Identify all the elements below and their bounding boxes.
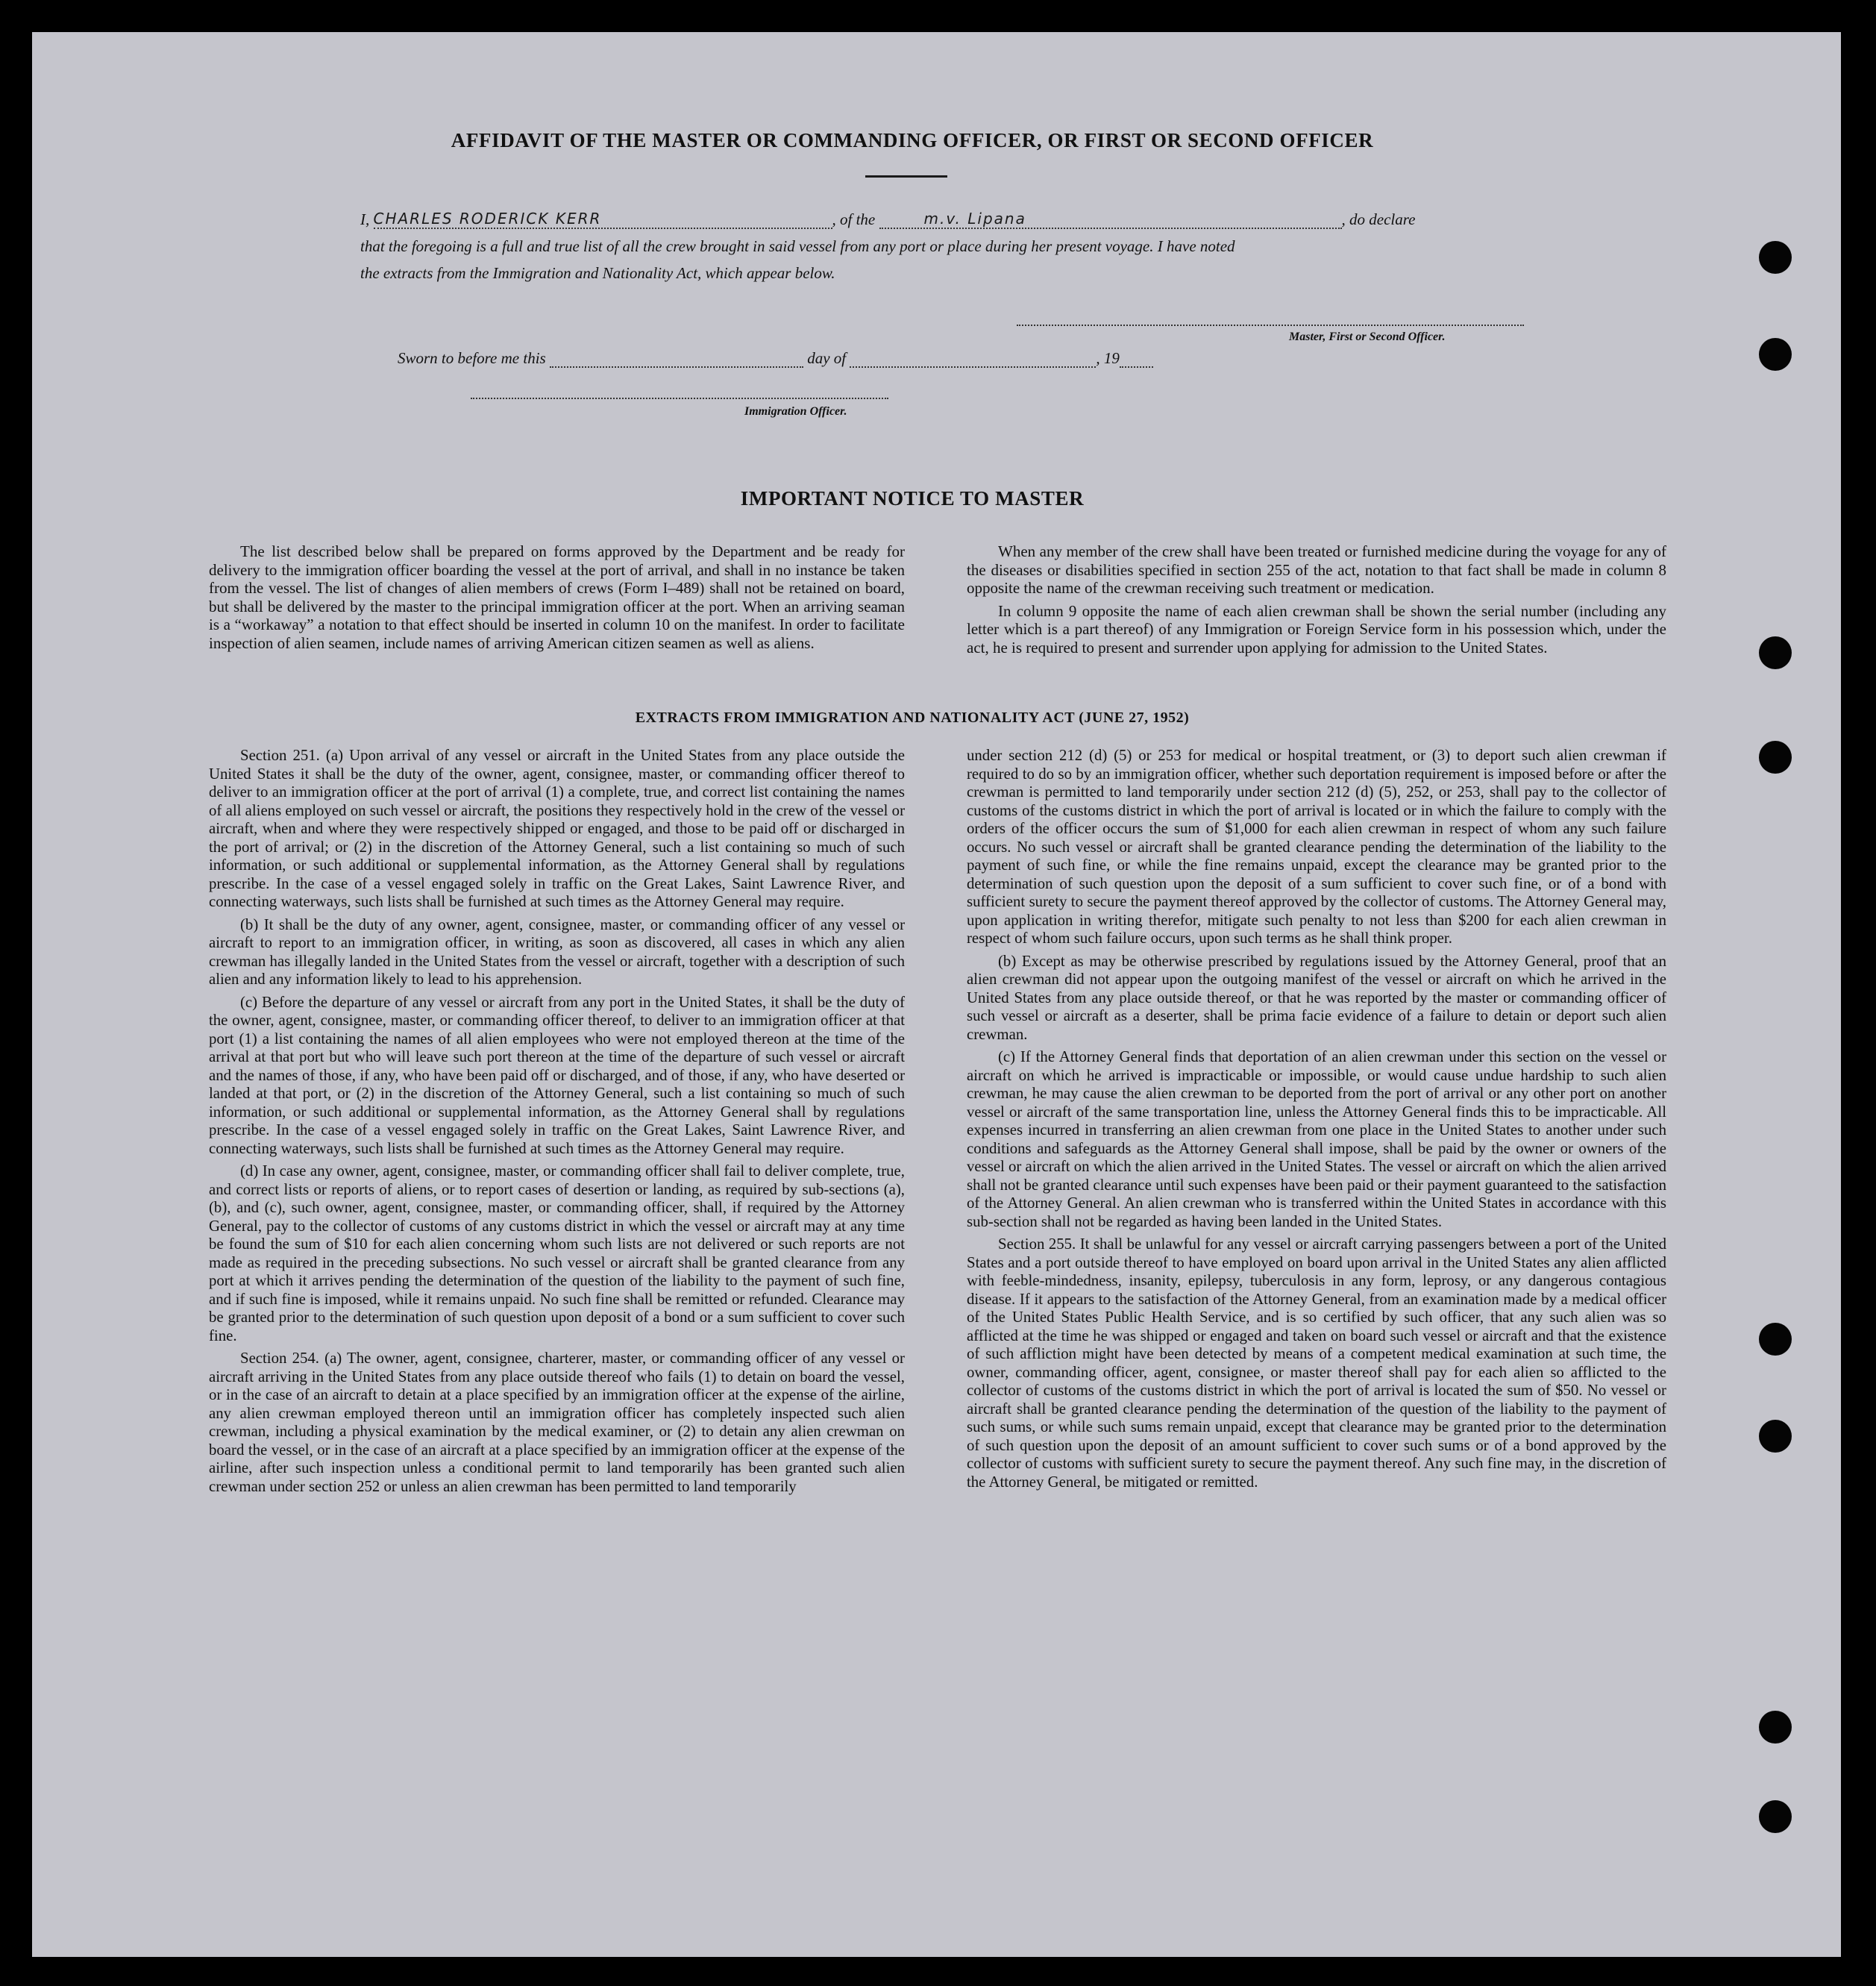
section-251c: (c) Before the departure of any vessel or aircraft from any port in the United States, it shall be the duty of the owner, agent, consignee, master, or commanding officer thereof, to deliver to an immigration officer at that port (1) a list containing the names of all alien employees who were not employed thereon at the time of the arrival at that port but who will leave such port thereon at the time of the departure of such vessel or aircraft and the names of those, if any, who have been paid off or discharged, and of those, if any, who have deserted or landed at that port, or (2) in the discretion of the Attorney General, such a list containing so much of such information, or such additional or supplemental information, as the Attorney General shall by regulations prescribe. In the case of a vessel engaged solely in traffic on the Great Lakes, Saint Lawrence River, and connecting waterways, such lists shall be furnished at such times as the Attorney General may require. <box>209 993 905 1157</box>
punch-hole <box>1759 1800 1792 1833</box>
section-254c: (c) If the Attorney General finds that deportation of an alien crewman under this section on the vessel or aircraft on which he arrived is impracticable or impossible, or would cause undue hardship to such alien crewman, he may cause the alien crewman to be deported from the port of arrival or any other port on another vessel or aircraft of the same transportation line, unless the Attorney General finds this to be impracticable. All expenses incurred in transferring an alien crewman from one place in the United States to another under such conditions and safeguards as the Attorney General shall impose, shall be paid by the owner or owners of the vessel or aircraft on which the alien arrived in the United States. The vessel or aircraft on which the alien arrived shall not be granted clearance until such expenses have been paid or their payment guaranteed to the satisfaction of the Attorney General. An alien crewman who is transferred within the United States in accordance with this sub-section shall not be regarded as having been landed in the United States. <box>967 1048 1667 1230</box>
declaration-line-2: that the foregoing is a full and true list of all the crew brought in said vessel from any port or place during her present voyage. I have noted <box>360 237 1235 255</box>
notice-left-column <box>209 542 905 657</box>
section-251d: (d) In case any owner, agent, consignee, master, or commanding officer shall fail to deliver complete, true, and correct lists or reports of aliens, or to report cases of desertion or landing, as required by sub-sections (a), (b), and (c), such owner, agent, consignee, master, or commanding officer, shall, if required by the Attorney General, pay to the collector of customs of any customs district in which the vessel or aircraft may at any time be found the sum of $10 for each alien concerning whom such lists are not delivered or such reports are not made as required in the preceding subsections. No such vessel or aircraft shall be granted clearance from any port at which it arrives pending the determination of the question of the liability to the payment of such fine, and if such fine is imposed, while it remains unpaid. No such fine shall be remitted or refunded. Clearance may be granted prior to the determination of such question upon deposit of a bond or a sum sufficient to cover such fine. <box>209 1162 905 1344</box>
master-signature-line <box>1017 325 1524 326</box>
year-prefix: , 19 <box>1096 349 1120 367</box>
punch-hole <box>1759 338 1792 371</box>
sworn-day-field <box>550 348 803 368</box>
vessel-name: m.v. Lipana <box>923 210 1026 228</box>
punch-hole <box>1759 1420 1792 1453</box>
sworn-text: Sworn to before me this <box>398 349 546 367</box>
do-declare-text: , do declare <box>1341 210 1416 228</box>
punch-hole <box>1759 741 1792 774</box>
notice-title: IMPORTANT NOTICE TO MASTER <box>740 487 1085 510</box>
document-page <box>32 32 1841 1957</box>
declaration-line-3: the extracts from the Immigration and Nationality Act, which appear below. <box>360 264 835 282</box>
day-of-text: day of <box>807 349 847 367</box>
extracts-title: EXTRACTS FROM IMMIGRATION AND NATIONALITY ACT (JUNE 27, 1952) <box>635 709 1190 726</box>
notice-right-paragraph-2: In column 9 opposite the name of each alien crewman shall be shown the serial number (including any letter which is a part thereof) of any Immigration or Foreign Service form in his possession which, under the act, he is required to present and surrender upon applying for admission to the United States. <box>967 601 1666 657</box>
sworn-month-field <box>850 348 1096 368</box>
punch-hole <box>1759 1323 1792 1356</box>
punch-hole <box>1759 241 1792 274</box>
declaration-line <box>360 210 1554 229</box>
section-254b: (b) Except as may be otherwise prescribed by regulations issued by the Attorney General, proof that an alien crewman did not appear upon the outgoing manifest of the vessel or aircraft on which he arrived in the United States from any place outside thereof, or that he was reported by the master or commanding officer of such vessel or aircraft as a deserter, shall be prima facie evidence of a failure to detain or deport such alien crewman. <box>967 952 1666 1043</box>
section-251b: (b) It shall be the duty of any owner, agent, consignee, master, or commanding officer of any vessel or aircraft to report to an immigration officer, in writing, as soon as discovered, all cases in which any alien crewman has illegally landed in the United States from the vessel or aircraft, together with a description of such alien and any information likely to lead to his apprehension. <box>209 915 905 988</box>
of-the-text: , of the <box>832 210 876 228</box>
section-251a: Section 251. (a) Upon arrival of any vessel or aircraft in the United States from any place outside the United States it shall be the duty of the owner, agent, consignee, master, or commanding officer thereof to deliver to an immigration officer at the port of arrival (1) a complete, true, and correct list containing the names of all aliens employed on such vessel or aircraft, the positions they respectively hold in the crew of the vessel or aircraft, when and where they were respectively shipped or engaged, and those to be paid off or discharged in the port of arrival; or (2) in the discretion of the Attorney General, such a list containing so much of such information, or such additional or supplemental information, as the Attorney General shall by regulations prescribe. In the case of a vessel engaged solely in traffic on the Great Lakes, Saint Lawrence River, and connecting waterways, such lists shall be furnished at such times as the Attorney General may require. <box>209 747 905 910</box>
section-254a: Section 254. (a) The owner, agent, consignee, charterer, master, or commanding officer of any vessel or aircraft arriving in the United States from any place outside thereof who fails (1) to detain on board the vessel, or in the case of an aircraft to detain at a place specified by an immigration officer at the expense of the airline, any alien crewman employed thereon until an immigration officer has completely inspected such alien crewman, including a physical examination by the medical examiner, or (2) to detain any alien crewman on board the vessel, or in the case of an aircraft at a place specified by an immigration officer at the expense of the airline, after such inspection unless a conditional permit to land temporarily has been granted such alien crewman under section 252 or unless an alien crewman has been permitted to land temporarily <box>209 1350 905 1495</box>
declarant-name: CHARLES RODERICK KERR <box>373 210 602 228</box>
title-rule <box>865 175 947 178</box>
affidavit-title: AFFIDAVIT OF THE MASTER OR COMMANDING OFFICER, OR FIRST OR SECOND OFFICER <box>451 129 1374 151</box>
officer-signature-line <box>471 398 888 399</box>
i-prefix: I, <box>360 210 370 228</box>
officer-caption: Immigration Officer. <box>744 405 847 418</box>
declarant-name-field <box>374 210 832 229</box>
notice-right-paragraph-1: When any member of the crew shall have been treated or furnished medicine during the voyage for any of the diseases or disabilities specified in section 255 of the act, notation to that fact shall be made in column 8 opposite the name of the crewman receiving such treatment or medication. <box>967 542 1666 597</box>
notice-right-column <box>967 542 1666 661</box>
section-255: Section 255. It shall be unlawful for any vessel or aircraft carrying passengers between a port of the United States and a port outside thereof to have employed on board upon arrival in the United States any alien afflicted with feeble-mindedness, insanity, epilepsy, tuberculosis in any form, leprosy, or any dangerous contagious disease. If it appears to the satisfaction of the Attorney General, from an examination made by a medical officer of the United States Public Health Service, and is so certified by such officer, that any such alien was so afflicted at the time he was shipped or engaged and taken on board such vessel or aircraft and that the existence of such affliction might have been detected by means of a competent medical examination at such time, the owner, commanding officer, agent, consignee, or master thereof shall pay for each alien so afflicted to the collector of customs of the customs district in which the port of arrival is located the sum of $50. No vessel or aircraft shall be granted clearance pending the determination of the question of the liability to the payment of such sums, or while such sums remain unpaid, except that clearance may be granted prior to the determination of such question upon the deposit of an amount sufficient to cover such sums or of a bond approved by the collector of customs with sufficient surety to secure the payment thereof. Any such fine may, in the discretion of the Attorney General, be mitigated or remitted. <box>967 1235 1666 1491</box>
sworn-line <box>398 348 1153 368</box>
punch-hole <box>1759 636 1792 669</box>
punch-hole <box>1759 1711 1792 1744</box>
master-caption: Master, First or Second Officer. <box>1289 331 1446 343</box>
extracts-left-column <box>209 747 905 1500</box>
vessel-name-field <box>879 210 1342 229</box>
section-254a-continued: under section 212 (d) (5) or 253 for medical or hospital treatment, or (3) to deport such alien crewman if required to do so by an immigration officer, whether such deportation requirement is imposed before or after the crewman is permitted to land temporarily under section 212 (d) (5), 252, or 253, shall pay to the collector of customs of the customs district in which the port of arrival is located or in which the failure to comply with the orders of the officer occurs the sum of $1,000 for each alien crewman in respect of whom any such failure occurs. No such vessel or aircraft shall be granted clearance pending the determination of the liability to the payment of such fine, or while the fine remains unpaid, except the clearance may be granted prior to the determination of such question upon the deposit of a sum sufficient to cover such fine, or of a bond with sufficient surety to secure the payment thereof approved by the collector of customs. The Attorney General may, upon application in writing therefor, mitigate such penalty to not less than $200 for each alien crewman in respect of whom such failure occurs, upon such terms as he shall think proper. <box>967 747 1666 947</box>
extracts-right-column <box>967 747 1666 1496</box>
notice-left-paragraph: The list described below shall be prepared on forms approved by the Department and be ready for delivery to the immigration officer boarding the vessel at the port of arrival, and shall in no instance be taken from the vessel. The list of changes of alien members of crews (Form I–489) shall not be retained on board, but shall be delivered by the master to the principal immigration officer at the port. When an arriving seaman is a “workaway” a notation to that effect should be inserted in column 10 on the manifest. In order to facilitate inspection of alien seamen, include names of arriving American citizen seamen as well as aliens. <box>209 542 905 652</box>
sworn-year-field <box>1120 348 1153 368</box>
